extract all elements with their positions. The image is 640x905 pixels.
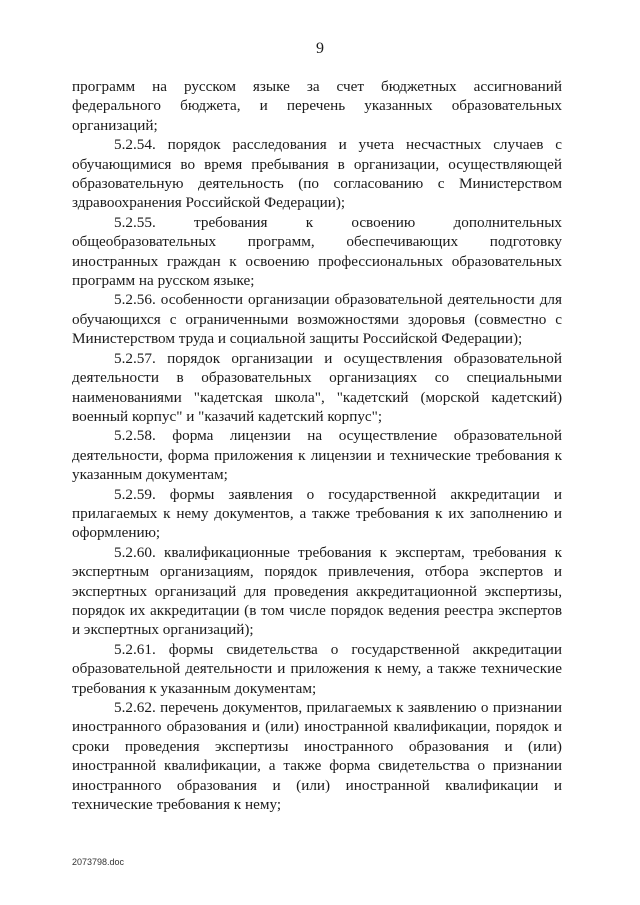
paragraph-5-2-61: 5.2.61. формы свидетельства о государственной аккредитации образовательной деятельности и приложения к нему, а также технические требования к указанным документам;	[72, 640, 562, 697]
page-number: 9	[316, 40, 324, 57]
document-filename: 2073798.doc	[72, 857, 125, 867]
paragraph-5-2-55: 5.2.55. требования к освоению дополнительных общеобразовательных программ, обеспечивающих подготовку иностранных граждан к освоению профессиональных образовательных программ на русском языке;	[72, 213, 562, 290]
paragraph-5-2-62: 5.2.62. перечень документов, прилагаемых к заявлению о признании иностранного образования и (или) иностранной квалификации, порядок и сроки проведения экспертизы иностранного образования и (или) иностранной квалификации, а также форма свидетельства о признании иностранного образования и (или) иностранной квалификации и технические требования к нему;	[72, 699, 562, 814]
paragraph-5-2-54: 5.2.54. порядок расследования и учета несчастных случаев с обучающимися во время пребывания в организации, осуществляющей образовательную деятельность (по согласованию с Министерством здравоохранения Российской Федерации);	[72, 136, 562, 212]
paragraph-5-2-59: 5.2.59. формы заявления о государственной аккредитации и прилагаемых к нему документов, а также требования к их заполнению и оформлению;	[72, 485, 562, 542]
paragraph-5-2-57: 5.2.57. порядок организации и осуществления образовательной деятельности в образовательных организациях со специальными наименованиями "кадетская школа", "кадетский (морской кадетский) военный корпус" и "казачий кадетский корпус";	[72, 349, 562, 425]
document-body	[72, 77, 562, 814]
paragraph-5-2-60: 5.2.60. квалификационные требования к экспертам, требования к экспертным организациям, порядок привлечения, отбора экспертов и экспертных организаций для проведения аккредитационной экспертизы, порядок их аккредитации (в том числе порядок ведения реестра экспертов и экспертных организаций);	[72, 543, 562, 639]
paragraph-continuation: программ на русском языке за счет бюджетных ассигнований федерального бюджета, и перечень указанных образовательных организаций;	[72, 78, 562, 134]
paragraph-5-2-56: 5.2.56. особенности организации образовательной деятельности для обучающихся с ограниченными возможностями здоровья (совместно с Министерством труда и социальной защиты Российской Федерации);	[72, 291, 562, 348]
paragraph-5-2-58: 5.2.58. форма лицензии на осуществление образовательной деятельности, форма приложения к лицензии и технические требования к указанным документам;	[72, 427, 562, 484]
